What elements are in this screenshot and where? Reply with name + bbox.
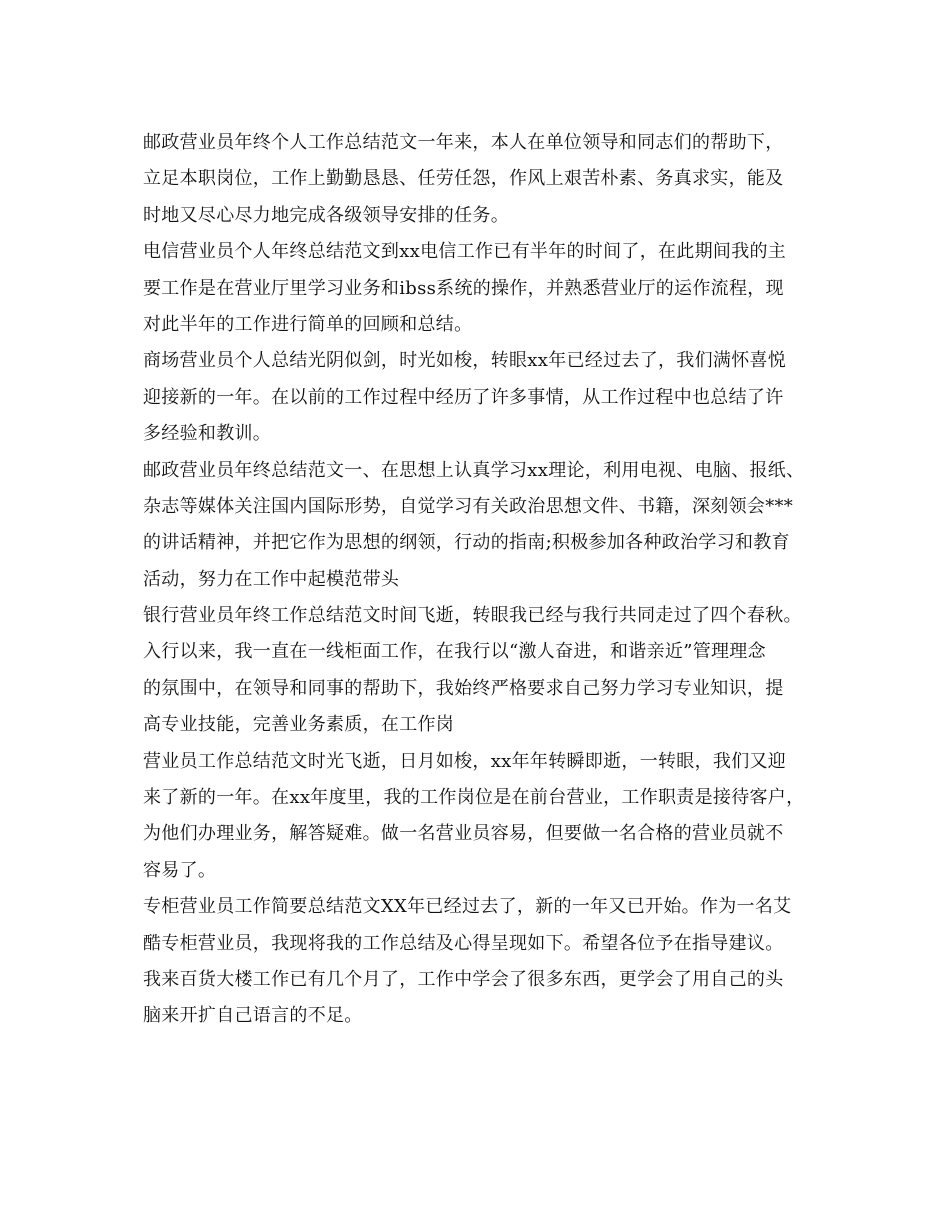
text-line: 活动，努力在工作中起模范带头 <box>143 568 400 590</box>
text-line: 时地又尽心尽力地完成各级领导安排的任务。 <box>143 204 509 226</box>
text-line: 立足本职岗位，工作上勤勤恳恳、任劳任怨，作风上艰苦朴素、务真求实，能及 <box>143 168 784 190</box>
text-line: 的氛围中，在领导和同事的帮助下，我始终严格要求自己努力学习专业知识，提 <box>143 677 784 699</box>
text-line: 的讲话精神，并把它作为思想的纲领，行动的指南;积极参加各种政治学习和教育 <box>143 532 790 554</box>
text-line: 营业员工作总结范文时光飞逝，日月如梭，xx年年转瞬即逝，一转眼，我们又迎 <box>143 750 787 772</box>
text-line: 脑来开扩自己语言的不足。 <box>143 1005 363 1027</box>
text-line: 我来百货大楼工作已有几个月了，工作中学会了很多东西，更学会了用自己的头 <box>143 968 784 990</box>
text-line: 高专业技能，完善业务素质，在工作岗 <box>143 714 455 736</box>
text-line: 电信营业员个人年终总结范文到xx电信工作已有半年的时间了，在此期间我的主 <box>143 241 787 263</box>
text-line: 入行以来，我一直在一线柜面工作，在我行以“激人奋进，和谐亲近”管理理念 <box>143 641 766 663</box>
text-line: 迎接新的一年。在以前的工作过程中经历了许多事情，从工作过程中也总结了许 <box>143 386 784 408</box>
text-line: 商场营业员个人总结光阴似剑，时光如梭，转眼xx年已经过去了，我们满怀喜悦 <box>143 350 787 372</box>
text-line: 酷专柜营业员，我现将我的工作总结及心得呈现如下。希望各位予在指导建议。 <box>143 932 784 954</box>
text-line: 邮政营业员年终总结范文一、在思想上认真学习xx理论，利用电视、电脑、报纸、 <box>143 459 805 481</box>
text-line: 要工作是在营业厅里学习业务和ibss系统的操作，并熟悉营业厅的运作流程，现 <box>143 277 784 299</box>
document-body <box>143 125 823 1035</box>
text-line: 来了新的一年。在xx年度里，我的工作岗位是在前台营业，工作职责是接待客户， <box>143 787 805 809</box>
text-line: 专柜营业员工作简要总结范文XX年已经过去了，新的一年又已开始。作为一名艾 <box>143 896 792 918</box>
text-line: 对此半年的工作进行简单的回顾和总结。 <box>143 313 473 335</box>
text-line: 多经验和教训。 <box>143 423 272 445</box>
text-line: 杂志等媒体关注国内国际形势，自觉学习有关政治思想文件、书籍，深刻领会*** <box>143 495 794 517</box>
text-line: 邮政营业员年终个人工作总结范文一年来，本人在单位领导和同志们的帮助下， <box>143 132 784 153</box>
text-line: 银行营业员年终工作总结范文时间飞逝，转眼我已经与我行共同走过了四个春秋。 <box>143 605 802 627</box>
text-line: 容易了。 <box>143 859 217 881</box>
text-line: 为他们办理业务，解答疑难。做一名营业员容易，但要做一名合格的营业员就不 <box>143 823 784 845</box>
